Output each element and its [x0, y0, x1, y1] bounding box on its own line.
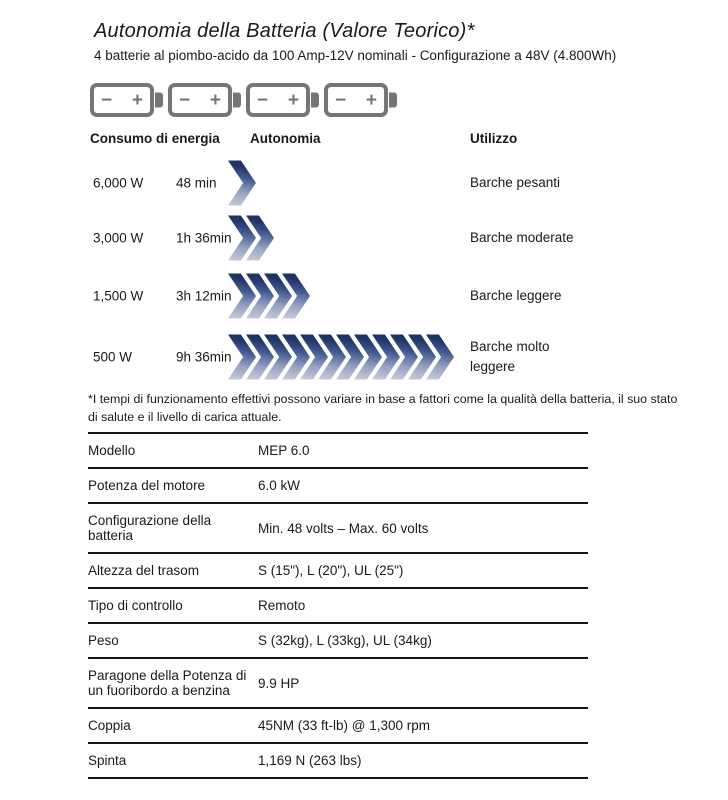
- usage-label: Barche moderate: [470, 229, 574, 245]
- spec-label: Peso: [88, 623, 258, 658]
- spec-value: 45NM (33 ft-lb) @ 1,300 rpm: [258, 708, 588, 743]
- chevron-scale: [228, 335, 444, 380]
- spec-value: S (15"), L (20"), UL (25"): [258, 553, 588, 588]
- battery-minus-icon: −: [257, 89, 269, 111]
- spec-value: S (32kg), L (33kg), UL (34kg): [258, 623, 588, 658]
- battery-icon-row: [90, 83, 388, 117]
- spec-label: Configurazione della batteria: [88, 503, 258, 553]
- battery-terminal-icon: [311, 93, 319, 108]
- battery-icon: [168, 83, 232, 117]
- battery-icon: [90, 83, 154, 117]
- spec-label: Tipo di controllo: [88, 588, 258, 623]
- spec-row-spinta: [88, 743, 588, 778]
- power-value: 500 W: [93, 349, 133, 365]
- autonomy-value: 9h 36min: [176, 349, 232, 365]
- page-subtitle: 4 batterie al piombo-acido da 100 Amp-12V nominali - Configurazione a 48V (4.800Wh): [94, 48, 617, 63]
- spec-label: Modello: [88, 433, 258, 468]
- chevron-scale: [228, 216, 264, 261]
- autonomy-value: 48 min: [176, 175, 217, 191]
- chevron-scale: [228, 274, 300, 319]
- battery-plus-icon: +: [131, 89, 143, 111]
- spec-value: Remoto: [258, 588, 588, 623]
- battery-minus-icon: −: [335, 89, 347, 111]
- spec-value: MEP 6.0: [258, 433, 588, 468]
- column-header-usage: Utilizzo: [470, 131, 518, 146]
- spec-label: Spinta: [88, 743, 258, 778]
- spec-value: Min. 48 volts – Max. 60 volts: [258, 503, 588, 553]
- spec-row-paragone-potenza: [88, 658, 588, 708]
- battery-plus-icon: +: [287, 89, 299, 111]
- autonomy-row: [0, 329, 728, 385]
- spec-value: 1,169 N (263 lbs): [258, 743, 588, 778]
- battery-terminal-icon: [233, 93, 241, 108]
- spec-row-coppia: [88, 708, 588, 743]
- spec-value: 6.0 kW: [258, 468, 588, 503]
- spec-row-configurazione-batteria: [88, 503, 588, 553]
- power-value: 1,500 W: [93, 288, 144, 304]
- power-value: 6,000 W: [93, 175, 144, 191]
- spec-row-peso: [88, 623, 588, 658]
- column-header-consumption: Consumo di energia: [90, 131, 220, 146]
- battery-minus-icon: −: [101, 89, 113, 111]
- spec-table: [88, 432, 588, 779]
- autonomy-value: 3h 12min: [176, 288, 232, 304]
- footnote: *I tempi di funzionamento effettivi possono variare in base a fattori come la qualità della batteria, il suo stato di salute e il livello di carica attuale.: [88, 392, 678, 424]
- battery-plus-icon: +: [209, 89, 221, 111]
- spec-value: 9.9 HP: [258, 658, 588, 708]
- usage-label: Barche pesanti: [470, 174, 561, 190]
- spec-row-tipo-controllo: [88, 588, 588, 623]
- chevron-scale: [228, 161, 246, 206]
- autonomy-chevron-icon: [228, 161, 256, 206]
- autonomy-row: [0, 155, 728, 211]
- battery-minus-icon: −: [179, 89, 191, 111]
- spec-row-potenza: [88, 468, 588, 503]
- usage-label: Barche leggere: [470, 287, 562, 303]
- autonomy-row: [0, 268, 728, 324]
- battery-terminal-icon: [155, 93, 163, 108]
- battery-terminal-icon: [389, 93, 397, 108]
- page-title: Autonomia della Batteria (Valore Teorico)*: [94, 20, 475, 42]
- spec-label: Potenza del motore: [88, 468, 258, 503]
- battery-icon: [324, 83, 388, 117]
- battery-icon: [246, 83, 310, 117]
- spec-label: Coppia: [88, 708, 258, 743]
- column-header-autonomy: Autonomia: [250, 131, 321, 146]
- autonomy-row: [0, 210, 728, 266]
- battery-plus-icon: +: [365, 89, 377, 111]
- power-value: 3,000 W: [93, 230, 144, 246]
- spec-label: Altezza del trasom: [88, 553, 258, 588]
- autonomy-value: 1h 36min: [176, 230, 232, 246]
- spec-label: Paragone della Potenza di un fuoribordo a benzina: [88, 658, 258, 708]
- usage-label: Barche molto leggere: [470, 338, 550, 374]
- spec-row-modello: [88, 433, 588, 468]
- spec-row-altezza-trasom: [88, 553, 588, 588]
